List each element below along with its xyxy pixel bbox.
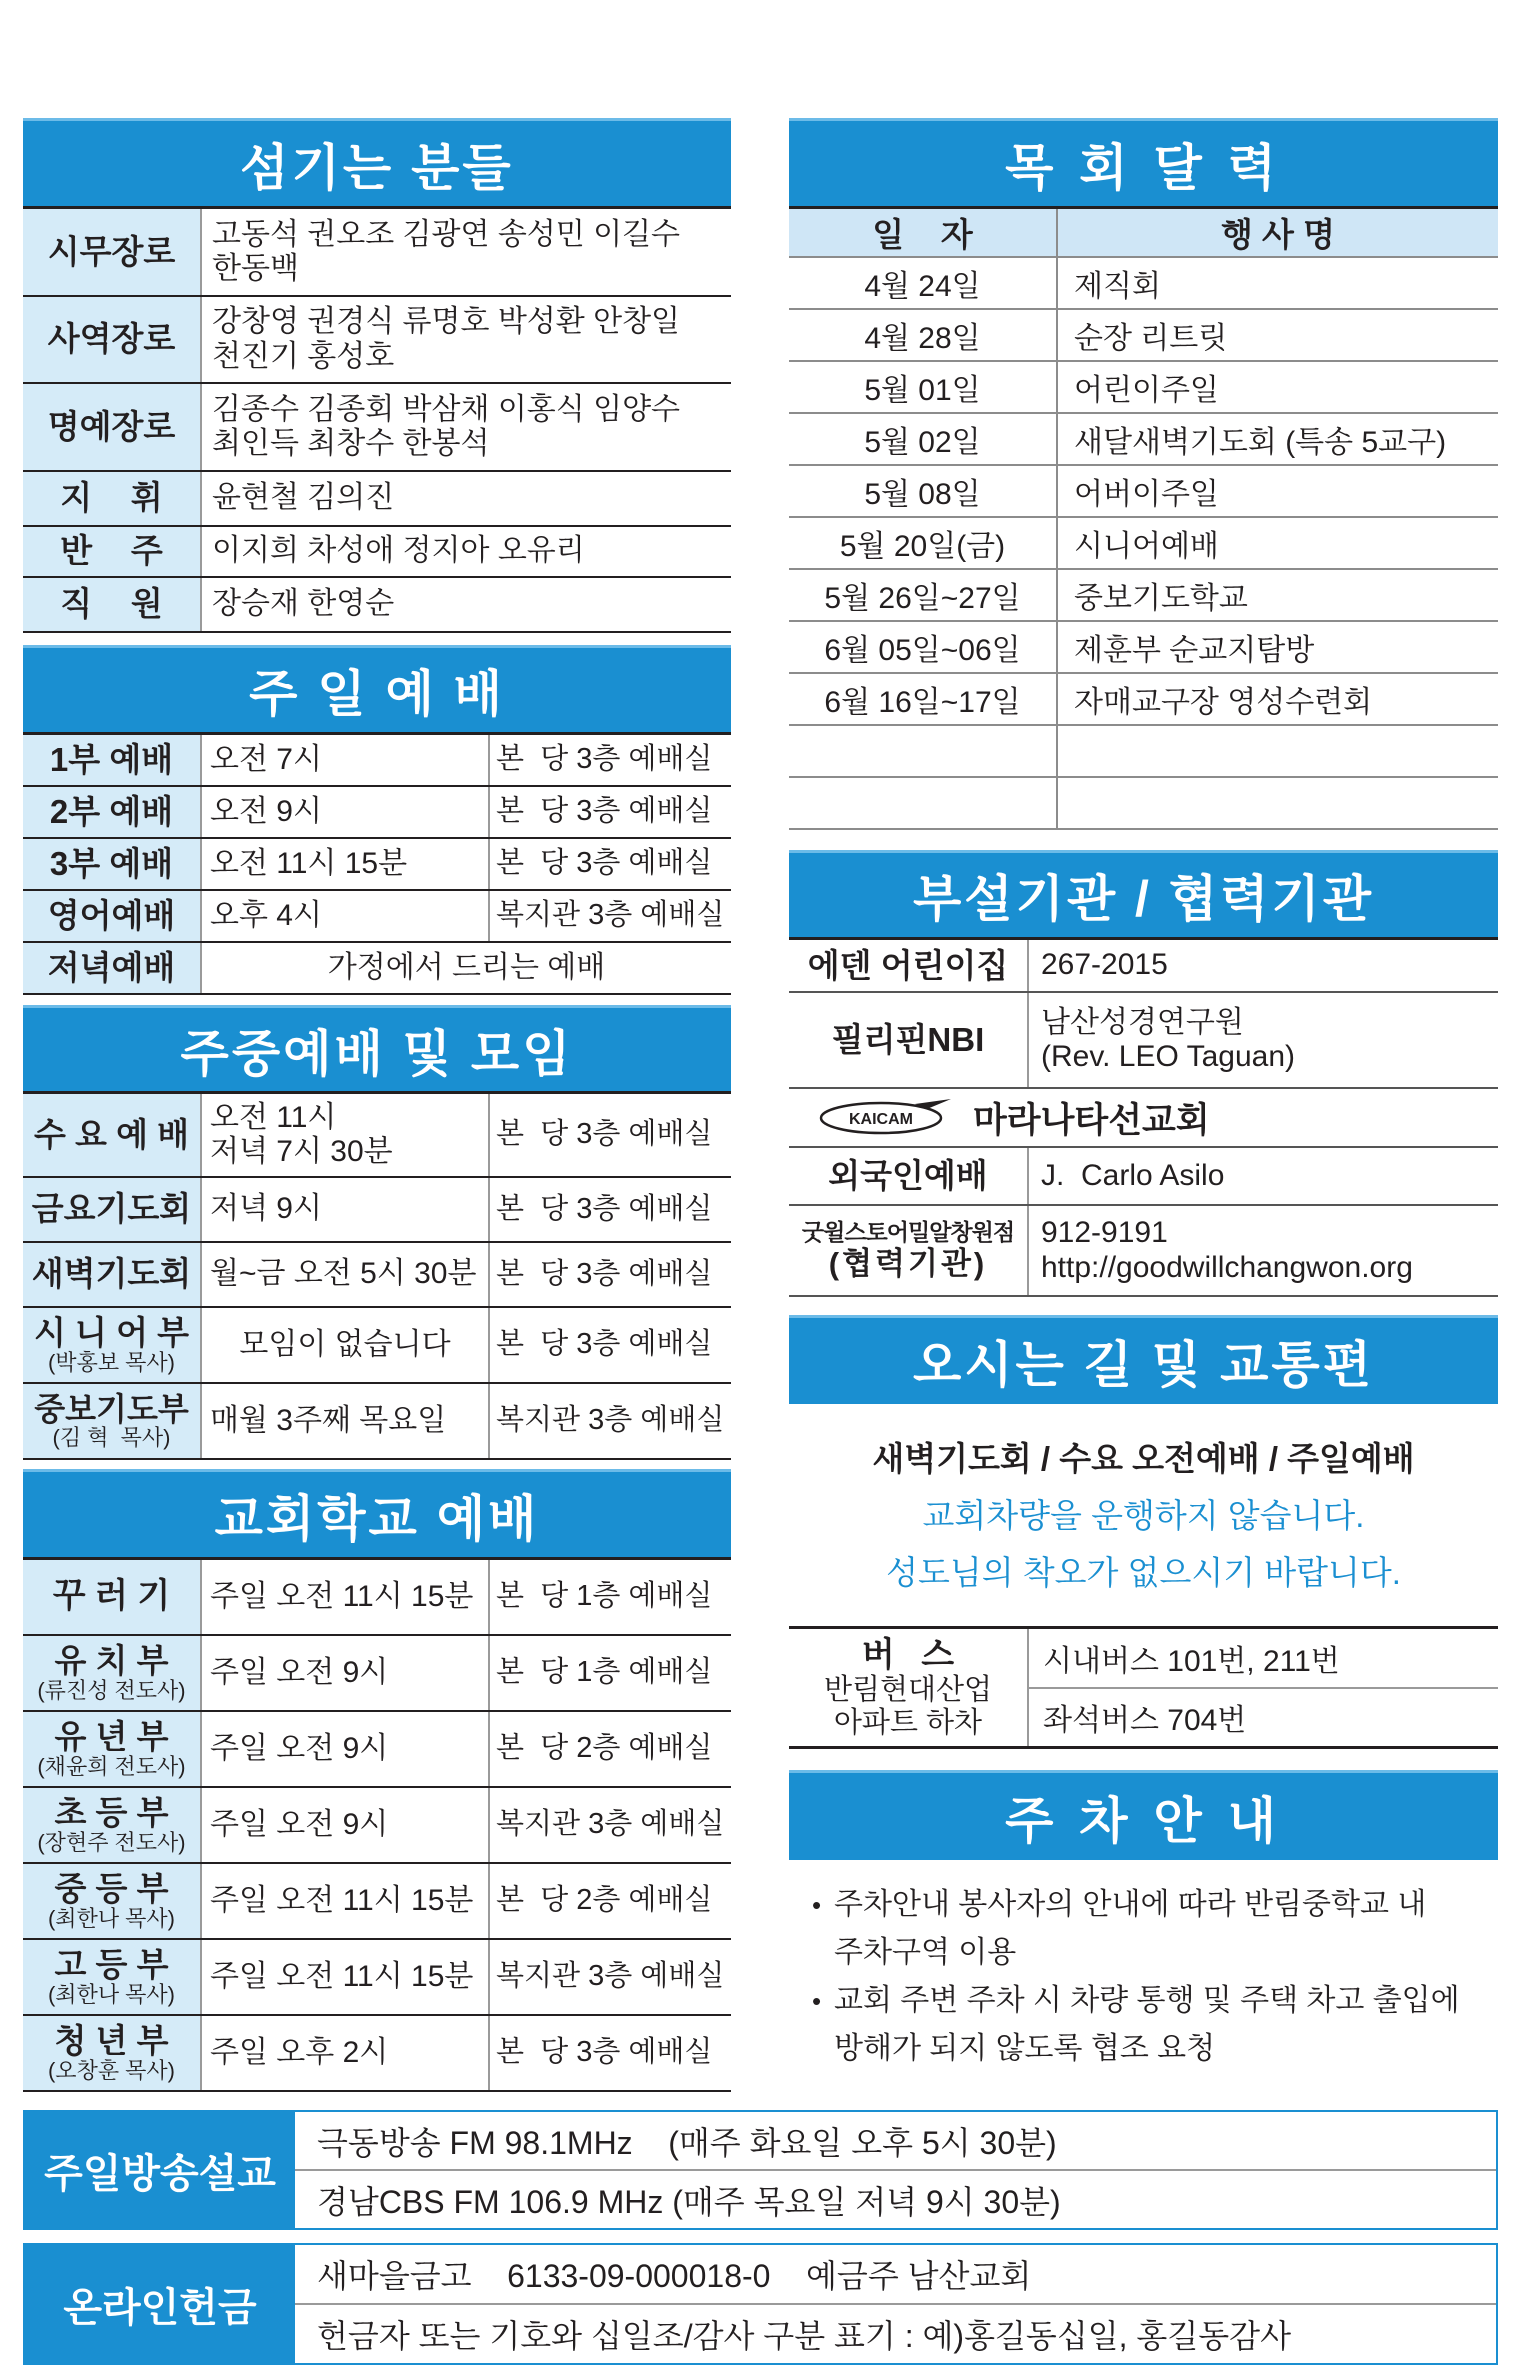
- row-label: 반 주: [23, 527, 202, 576]
- table-row: [23, 787, 731, 839]
- row-value: [202, 297, 731, 382]
- row-place: 본 당 3층 예배실: [496, 1192, 713, 1225]
- institutions-section: [789, 850, 1498, 1297]
- calendar-row: [789, 518, 1498, 570]
- offering-lines: [295, 2245, 1496, 2363]
- table-row: [23, 578, 731, 633]
- serving-table: [23, 206, 731, 633]
- church-school-table: [23, 1557, 731, 2092]
- event-date: 6월 16일~17일: [789, 674, 1058, 724]
- row-place: 본 당 3층 예배실: [496, 847, 713, 880]
- table-row: [789, 1206, 1498, 1297]
- row-place: 복지관 3층 예배실: [496, 899, 725, 932]
- weekday-section: [23, 1005, 731, 1460]
- row-label: [23, 1864, 202, 1938]
- time-line: 오전 11시: [210, 1100, 337, 1134]
- list-item: [812, 1977, 1498, 2073]
- table-row: [23, 527, 731, 578]
- row-label: 지 휘: [23, 472, 202, 525]
- row-time: 매월 3주째 목요일: [202, 1384, 490, 1458]
- section-title: 오시는 길 및 교통편: [789, 1315, 1498, 1404]
- dept-leader: (류진성 전도사): [37, 1677, 186, 1703]
- table-row: [23, 297, 731, 384]
- section-title: 주 차 안 내: [789, 1770, 1498, 1860]
- row-value: 이지희 차성애 정지아 오유리: [212, 534, 585, 568]
- list-item: [812, 1881, 1498, 1977]
- row-time: 주일 오전 11시 15분: [202, 1940, 490, 2014]
- table-row: [23, 943, 731, 995]
- row-label: 2부 예배: [23, 787, 202, 837]
- table-row: [23, 735, 731, 787]
- row-place: 본 당 2층 예배실: [496, 1732, 713, 1765]
- row-label: [789, 1206, 1029, 1295]
- row-value: J. Carlo Asilo: [1041, 1158, 1225, 1192]
- calendar-header-row: [789, 206, 1498, 258]
- parking-list: [812, 1881, 1498, 2073]
- row-time: 모임이 없습니다: [202, 1308, 490, 1382]
- row-time: 주일 오전 9시: [202, 1712, 490, 1786]
- kaicam-logo: [815, 1095, 955, 1141]
- calendar-row: [789, 674, 1498, 726]
- table-row: [23, 1712, 731, 1788]
- list-item-line: • 교회 주변 주차 시 차량 통행 및 주택 차고 출입에: [834, 1984, 1460, 2017]
- row-value: 장승재 한영순: [212, 587, 395, 621]
- table-row: [23, 1636, 731, 1712]
- event-date: 5월 02일: [789, 414, 1058, 464]
- event-name: 순장 리트릿: [1074, 322, 1228, 355]
- dept-leader: (김 혁 목사): [52, 1425, 171, 1451]
- row-value: [1029, 993, 1498, 1087]
- time-line: 저녁 7시 30분: [210, 1135, 393, 1168]
- dept-name: 시 니 어 부: [33, 1314, 190, 1352]
- dept-name: 중보기도부: [34, 1390, 189, 1427]
- weekday-table: [23, 1091, 731, 1460]
- row-time: 주일 오전 11시 15분: [202, 1864, 490, 1938]
- bus-route: 시내버스 101번, 211번: [1043, 1644, 1340, 1678]
- name-line: 한동백: [212, 252, 299, 285]
- table-row: [23, 1940, 731, 2016]
- broadcast-line: 극동방송 FM 98.1MHz (매주 화요일 오후 5시 30분): [317, 2124, 1057, 2161]
- website-link[interactable]: http://goodwillchangwon.org: [1041, 1250, 1413, 1284]
- dept-leader: (장현주 전도사): [37, 1829, 186, 1855]
- row-label: 3부 예배: [23, 839, 202, 889]
- dept-leader: (오창훈 목사): [47, 2057, 176, 2083]
- table-row: [789, 1089, 1498, 1148]
- sunday-worship-table: [23, 732, 731, 995]
- event-date: 5월 01일: [789, 362, 1058, 412]
- table-row: [23, 384, 731, 472]
- dept-name: 유 년 부: [54, 1718, 169, 1756]
- row-place: 본 당 3층 예배실: [496, 2036, 713, 2069]
- row-label: 사역장로: [23, 297, 202, 382]
- table-row: [789, 1148, 1498, 1206]
- event-date: 4월 24일: [789, 258, 1058, 308]
- table-row: [789, 993, 1498, 1089]
- bus-stop: 아파트 하차: [833, 1706, 983, 1739]
- table-row: [23, 1308, 731, 1384]
- row-label: 저녁예배: [23, 943, 202, 993]
- directions-section: [789, 1315, 1498, 1601]
- broadcast-line: 경남CBS FM 106.9 MHz (매주 목요일 저녁 9시 30분): [295, 2169, 1496, 2228]
- calendar-row: [789, 570, 1498, 622]
- event-date: [789, 778, 1058, 828]
- row-time: 월~금 오전 5시 30분: [202, 1243, 490, 1306]
- column-header-event: 행 사 명: [1221, 216, 1335, 253]
- event-name: 어버이주일: [1074, 478, 1219, 511]
- event-name: 새달새벽기도회 (특송 5교구): [1074, 426, 1447, 459]
- bus-title: 버 스: [861, 1635, 955, 1674]
- phone-number: 912-9191: [1041, 1216, 1168, 1249]
- row-value: 윤현철 김의진: [212, 481, 395, 515]
- row-label: [23, 1384, 202, 1458]
- dept-name: 유 치 부: [54, 1642, 169, 1680]
- row-label: [23, 1308, 202, 1382]
- row-place: 복지관 3층 예배실: [496, 1808, 725, 1841]
- event-name: [1058, 778, 1498, 828]
- name-line: 강창영 권경식 류명호 박성환 안창일: [212, 305, 681, 338]
- calendar-row: [789, 414, 1498, 466]
- row-label: 명예장로: [23, 384, 202, 470]
- row-place: 본 당 3층 예배실: [496, 1328, 713, 1361]
- name-line: 고동석 권오조 김광연 송성민 이길수: [212, 217, 681, 251]
- row-value: [202, 384, 731, 470]
- value-line: 남산성경연구원: [1041, 1005, 1244, 1039]
- value-line: (Rev. LEO Taguan): [1041, 1040, 1296, 1073]
- row-place: 본 당 1층 예배실: [496, 1656, 713, 1689]
- event-date: 6월 05일~06일: [789, 622, 1058, 672]
- table-row: [23, 891, 731, 943]
- offering-label: 온라인헌금: [25, 2245, 295, 2363]
- dept-leader: (박홍보 목사): [47, 1349, 176, 1375]
- church-school-section: [23, 1469, 731, 2092]
- row-label: 외국인예배: [789, 1148, 1029, 1204]
- table-row: [23, 209, 731, 297]
- dept-leader: (채윤희 전도사): [37, 1753, 186, 1779]
- bus-route: 좌석버스 704번: [1029, 1687, 1498, 1747]
- name-line: 천진기 홍성호: [212, 339, 395, 373]
- row-place: 본 당 3층 예배실: [496, 1118, 713, 1151]
- serving-section: [23, 118, 731, 633]
- table-row: [23, 2016, 731, 2092]
- notice-line: 교회차량을 운행하지 않습니다.: [922, 1497, 1365, 1534]
- event-date: [789, 726, 1058, 776]
- calendar-row-empty: [789, 726, 1498, 778]
- table-row: [23, 1864, 731, 1940]
- row-place: 본 당 3층 예배실: [496, 1257, 713, 1290]
- name-line: 김종수 김종회 박삼채 이홍식 임양수: [212, 392, 681, 426]
- row-label: 직 원: [23, 578, 202, 631]
- event-date: 4월 28일: [789, 310, 1058, 360]
- mission-name: 마라나타선교회: [973, 1100, 1210, 1140]
- row-label: [23, 1788, 202, 1862]
- section-title: 주 일 예 배: [23, 645, 731, 732]
- column-header-date: 일 자: [789, 209, 1058, 256]
- section-title: 목 회 달 력: [789, 118, 1498, 206]
- table-row: [23, 1243, 731, 1308]
- dept-name: 고 등 부: [54, 1946, 169, 1984]
- event-name: 시니어예배: [1074, 530, 1219, 563]
- row-label: [23, 1560, 202, 1634]
- institutions-table: [789, 937, 1498, 1297]
- dept-name: 중 등 부: [54, 1870, 169, 1908]
- calendar-row: [789, 258, 1498, 310]
- offering-box: [23, 2243, 1498, 2365]
- bus-label: [789, 1629, 1029, 1746]
- table-row: [23, 1788, 731, 1864]
- event-name: 제훈부 순교지탐방: [1074, 634, 1315, 667]
- row-value: [202, 209, 731, 295]
- list-item-line: 방해가 되지 않도록 협조 요청: [834, 2032, 1216, 2065]
- list-item-line: • 주차안내 봉사자의 안내에 따라 반림중학교 내: [834, 1888, 1427, 1921]
- table-row: [23, 1178, 731, 1243]
- table-row: [23, 472, 731, 527]
- row-place: 본 당 3층 예배실: [496, 795, 713, 828]
- list-item-line: 주차구역 이용: [834, 1936, 1017, 1969]
- row-value: 267-2015: [1041, 948, 1168, 982]
- dept-name: 청 년 부: [54, 2022, 169, 2060]
- calendar-row-empty: [789, 778, 1498, 830]
- notice-line: 성도님의 착오가 없으시기 바랍니다.: [886, 1554, 1401, 1591]
- row-label: 수 요 예 배: [23, 1094, 202, 1176]
- sunday-worship-section: [23, 645, 731, 995]
- row-label: 금요기도회: [23, 1178, 202, 1241]
- row-place: 본 당 1층 예배실: [496, 1580, 713, 1613]
- row-value: 가정에서 드리는 예배: [327, 950, 606, 984]
- dept-name: 꾸 러 기: [52, 1577, 171, 1616]
- calendar-section: [789, 118, 1498, 830]
- row-place: 복지관 3층 예배실: [496, 1404, 725, 1437]
- event-date: 5월 08일: [789, 466, 1058, 516]
- row-label: 새벽기도회: [23, 1243, 202, 1306]
- partner-name: 굿윌스토어밀알창원점: [801, 1219, 1015, 1246]
- row-time: 오전 7시: [202, 735, 490, 785]
- table-row: [23, 1094, 731, 1178]
- row-place: 본 당 3층 예배실: [496, 743, 713, 776]
- row-time: [202, 1094, 490, 1176]
- row-label: [23, 1636, 202, 1710]
- logo-text: KAICAM: [849, 1110, 913, 1128]
- event-name: 어린이주일: [1074, 374, 1219, 407]
- dept-leader: (최한나 목사): [47, 1981, 176, 2007]
- bus-table: [789, 1626, 1498, 1749]
- event-date: 5월 20일(금): [789, 518, 1058, 568]
- broadcast-box: [23, 2110, 1498, 2230]
- partner-type: (협력기관): [828, 1245, 988, 1281]
- row-time: 저녁 9시: [202, 1178, 490, 1241]
- calendar-row: [789, 466, 1498, 518]
- row-label: 1부 예배: [23, 735, 202, 785]
- row-label: 영어예배: [23, 891, 202, 941]
- row-value: [1029, 1206, 1498, 1295]
- broadcast-label: 주일방송설교: [25, 2112, 295, 2228]
- row-label: [23, 2016, 202, 2090]
- section-title: 교회학교 예배: [23, 1469, 731, 1557]
- table-row: [23, 839, 731, 891]
- row-time: 주일 오전 9시: [202, 1636, 490, 1710]
- event-name: 자매교구장 영성수련회: [1074, 686, 1373, 719]
- broadcast-lines: [295, 2112, 1496, 2228]
- event-name: [1058, 726, 1498, 776]
- table-row: [23, 1560, 731, 1636]
- event-name: 중보기도학교: [1074, 582, 1248, 615]
- table-row: [23, 1384, 731, 1460]
- offering-line: 새마을금고 6133-09-000018-0 예금주 남산교회: [317, 2258, 1032, 2294]
- table-row: [789, 940, 1498, 993]
- row-label: 필리핀NBI: [789, 993, 1029, 1087]
- row-place: 본 당 2층 예배실: [496, 1884, 713, 1917]
- name-line: 최인득 최창수 한봉석: [212, 427, 490, 460]
- row-label: [23, 1712, 202, 1786]
- calendar-row: [789, 622, 1498, 674]
- section-title: 섬기는 분들: [23, 118, 731, 206]
- bus-routes: [1029, 1629, 1498, 1746]
- offering-line: 헌금자 또는 기호와 십일조/감사 구분 표기 : 예)홍길동십일, 홍길동감사: [295, 2303, 1496, 2363]
- section-title: 주중예배 및 모임: [23, 1005, 731, 1091]
- dept-name: 초 등 부: [54, 1794, 169, 1832]
- event-date: 5월 26일~27일: [789, 570, 1058, 620]
- row-time: 오전 11시 15분: [202, 839, 490, 889]
- event-name: 제직회: [1074, 270, 1161, 303]
- calendar-row: [789, 310, 1498, 362]
- calendar-row: [789, 362, 1498, 414]
- parking-section: [789, 1770, 1498, 1860]
- section-title: 부설기관 / 협력기관: [789, 850, 1498, 937]
- row-time: 주일 오전 9시: [202, 1788, 490, 1862]
- row-time: 주일 오전 11시 15분: [202, 1560, 490, 1634]
- bus-stop: 반림현대산업: [823, 1674, 993, 1707]
- row-place: 복지관 3층 예배실: [496, 1960, 725, 1993]
- dept-leader: (최한나 목사): [47, 1905, 176, 1931]
- row-time: 주일 오후 2시: [202, 2016, 490, 2090]
- row-label: 에덴 어린이집: [789, 940, 1029, 991]
- service-list: 새벽기도회 / 수요 오전예배 / 주일예배: [872, 1440, 1415, 1477]
- row-label: [23, 1940, 202, 2014]
- row-label: 시무장로: [23, 209, 202, 295]
- row-time: 오전 9시: [202, 787, 490, 837]
- row-time: 오후 4시: [202, 891, 490, 941]
